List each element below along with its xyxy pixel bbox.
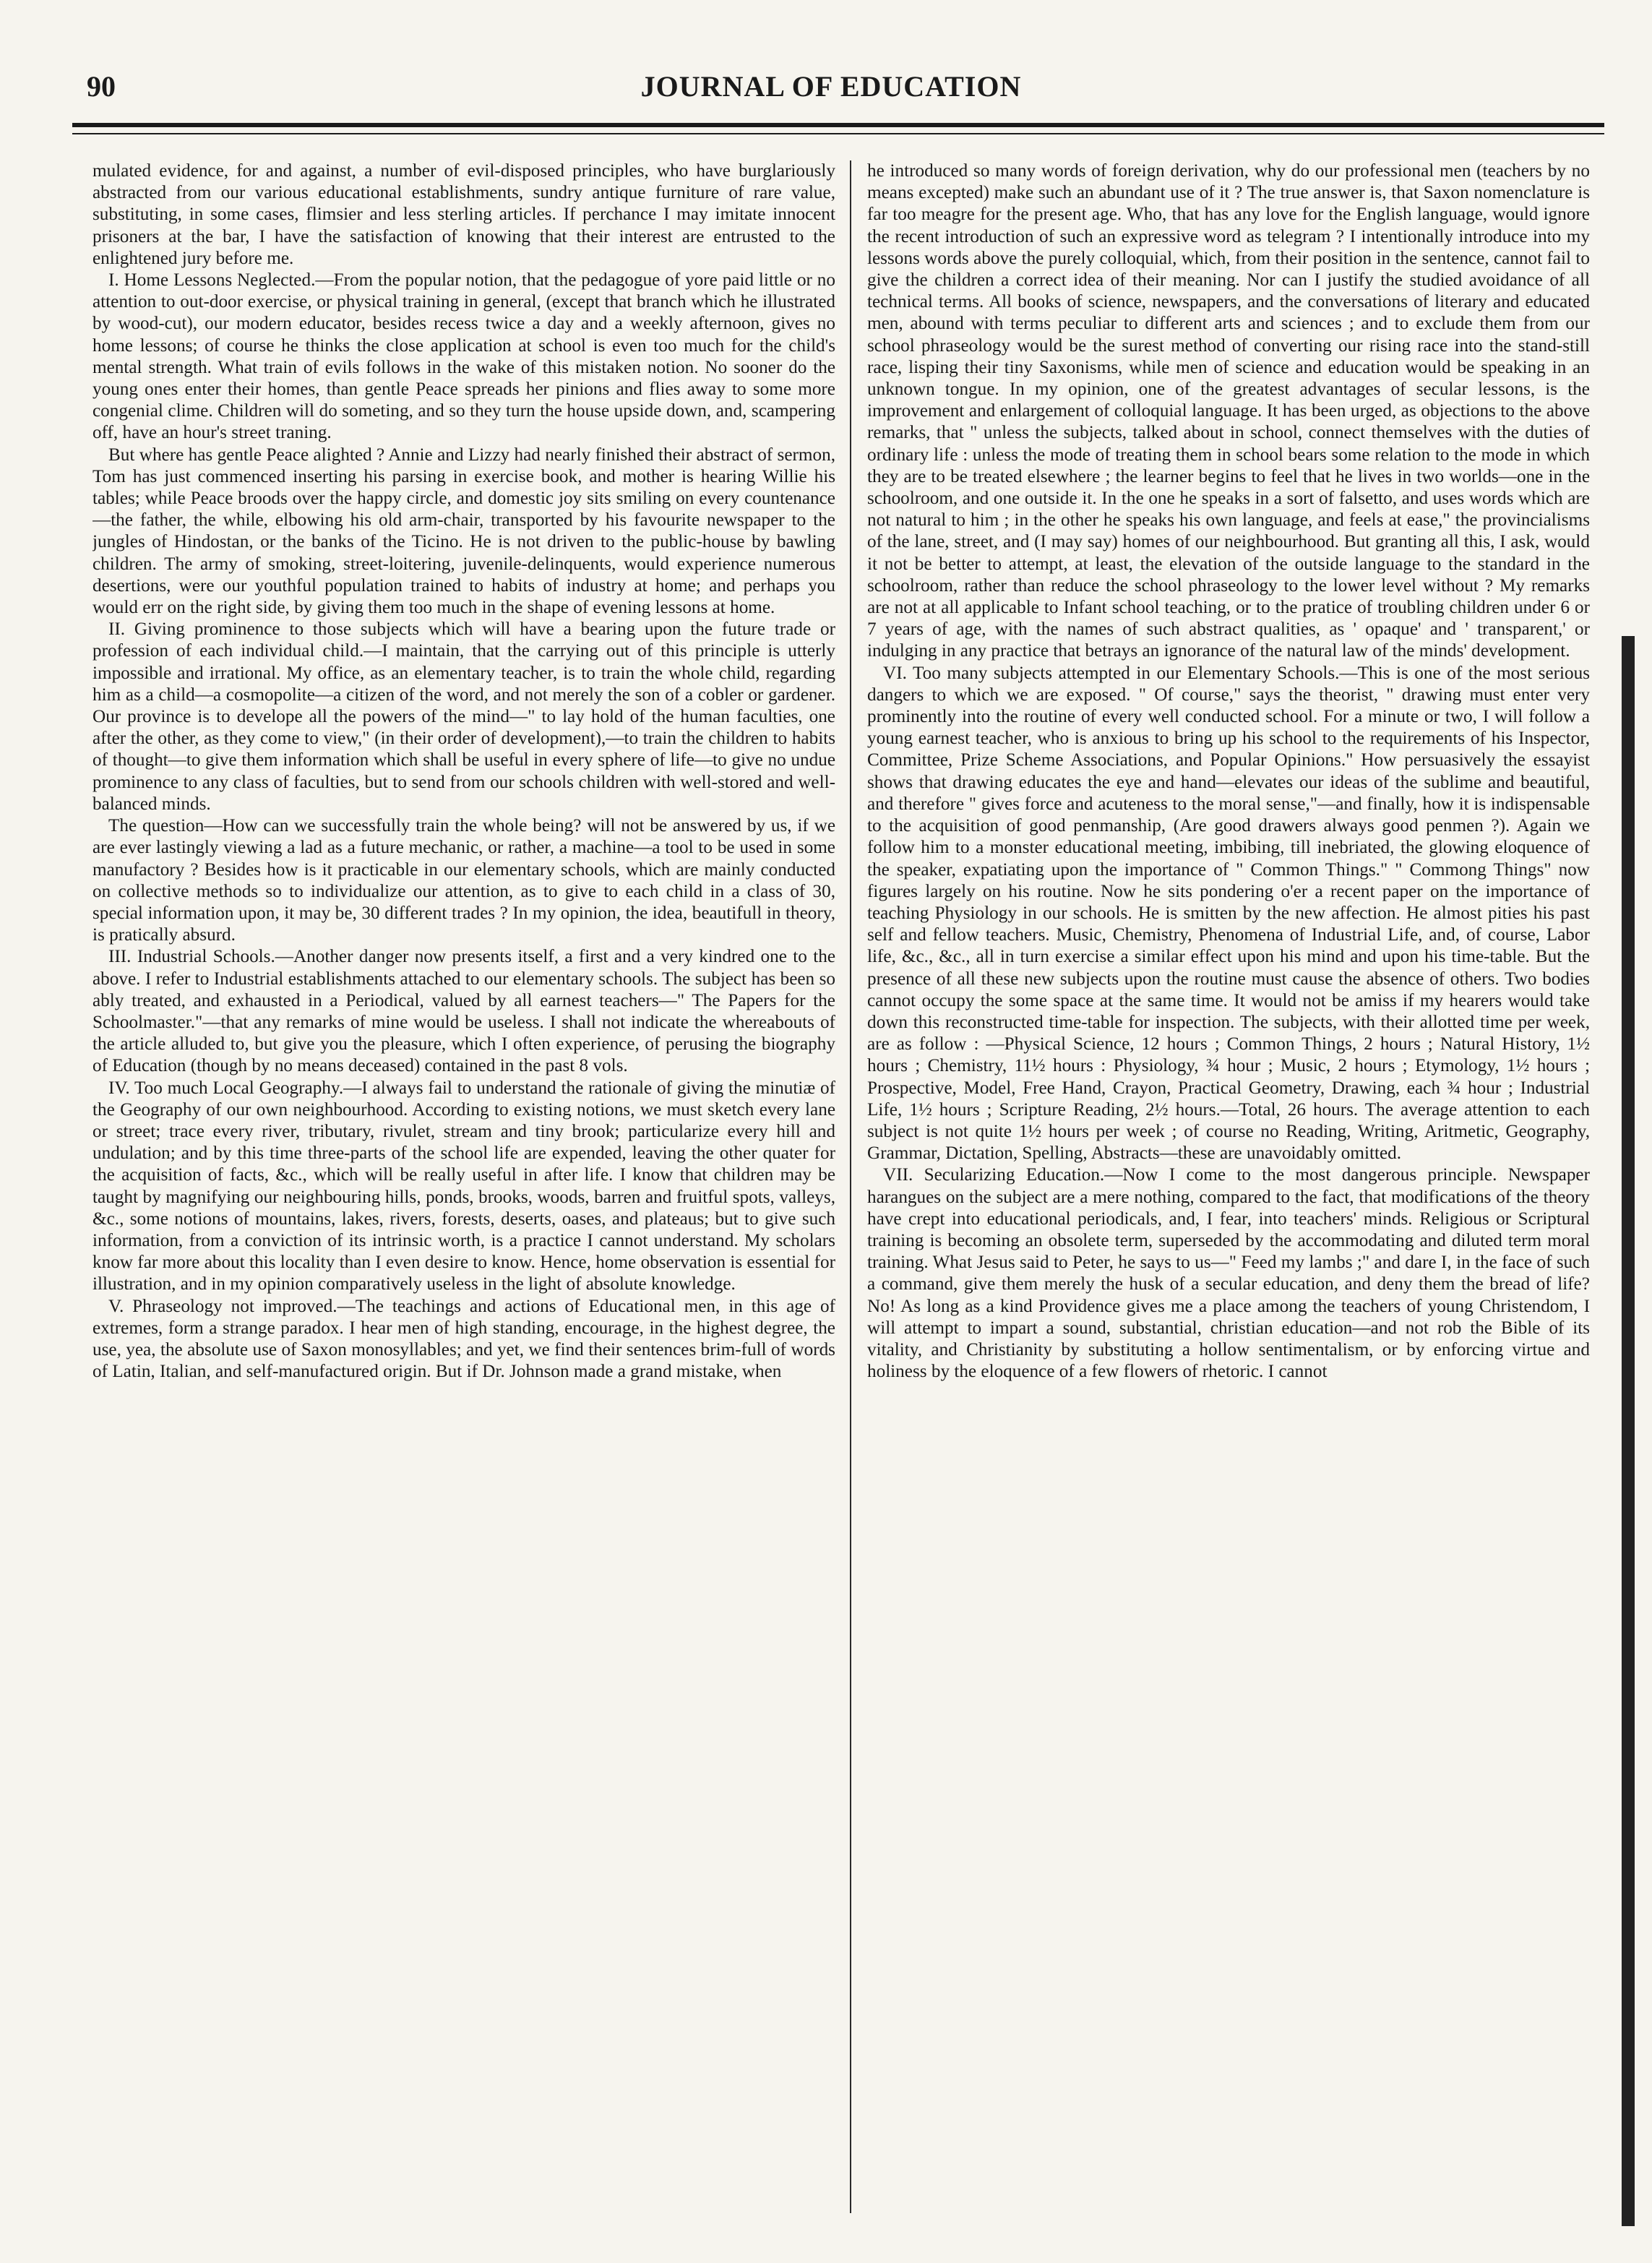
paragraph: VI. Too many subjects attempted in our Elementary Schools.—This is one of the most serious dangers to which we are exposed. " Of course," says the theorist, " drawing must enter very prominently into the routine of every well conducted school. For a minute or two, I will follow a young earnest teacher, who is anxious to bring up his school to the requirements of his Inspector, Committee, Prize Scheme Associations, and Popular Opinions." How persuasively the essayist shows that drawing educates the eye and hand—elevates our ideas of the sublime and beautiful, and therefore " gives force and acuteness to the moral sense,"—and finally, how it is indispensable to the acquisition of good penmanship, (Are good drawers always good penmen ?). Again we follow him to a monster educational meeting, imbibing, till inebriated, the glowing eloquence of the speaker, expatiating upon the importance of " Common Things." " Commong Things" now figures largely on his routine. Now he sits pondering o'er a recent paper on the importance of teaching Physiology in our schools. He is smitten by the new affection. He almost pities his past self and fellow teachers. Music, Chemistry, Phenomena of Industrial Life, and, of course, Labor life, &c., &c., all in turn exercise a similar effect upon his mind and upon his time-table. But the presence of all these new subjects upon the routine must cause the absence of others. Two bodies cannot occupy the some space at the same time. It would not be amiss if my hearers would take down this reconstructed time-table for inspection. The subjects, with their allotted time per week, are as follow : —Physical Science, 12 hours ; Common Things, 2 hours ; Natural History, 1½ hours ; Chemistry, 11½ hours : Physiology, ¾ hour ; Music, 2 hours ; Etymology, 1½ hours ; Prospective, Model, Free Hand, Crayon, Practical Geometry, Drawing, each ¾ hour ; Industrial Life, 1½ hours ; Scripture Reading, 2½ hours.—Total, 26 hours. The average attention to each subject is not quite 1½ hours per week ; of course no Reading, Writing, Aritmetic, Geography, Grammar, Dictation, Spelling, Abstracts—these are unavoidably omitted. bbox=[867, 663, 1590, 1164]
journal-title: JOURNAL OF EDUCATION bbox=[640, 70, 1022, 103]
page-number: 90 bbox=[87, 70, 116, 103]
paragraph: The question—How can we successfully train the whole being? will not be answered by us, if we are ever lastingly viewing a lad as a future mechanic, or rather, a machine—a tool to be used in some manufactory ? Besides how is it practicable in our elementary schools, which are mainly conducted on collective methods so to individualize our attention, as to give to each child in a class of 30, special information upon, it may be, 30 different trades ? In my opinion, the idea, beautifull in theory, is pratically absurd. bbox=[93, 816, 835, 945]
header-rule-thick bbox=[72, 123, 1604, 127]
paragraph: I. Home Lessons Neglected.—From the popular notion, that the pedagogue of yore paid little or no attention to out-door exercise, or physical training in general, (except that branch which he illustrated by wood-cut), our modern educator, besides recess twice a day and a weekly afternoon, gives no home lessons; of course he thinks the close application at school is even too much for the child's mental strength. What train of evils follows in the wake of this mistaken notion. No sooner do the young ones enter their homes, than gentle Peace spreads her pinions and flies away to some more congenial clime. Children will do someting, and so they turn the house upside down, and, scampering off, have an hour's street traning. bbox=[93, 270, 835, 443]
paragraph: V. Phraseology not improved.—The teachings and actions of Educational men, in this age of extremes, form a strange paradox. I hear men of high standing, encourage, in the highest degree, the use, yea, the absolute use of Saxon monosyllables; and yet, we find their sentences brim-full of words of Latin, Italian, and self-manufactured origin. But if Dr. Johnson made a grand mistake, when bbox=[93, 1296, 835, 1382]
right-column bbox=[867, 160, 1590, 2213]
column-divider bbox=[850, 160, 851, 2213]
paragraph: II. Giving prominence to those subjects which will have a bearing upon the future trade or profession of each individual child.—I maintain, that the carrying out of this principle is utterly impossible and irrational. My office, as an elementary teacher, is to train the whole child, regarding him as a child—a cosmopolite—a citizen of the word, and not merely the son of a cobler or gardener. Our province is to develope all the powers of the mind—" to lay hold of the human faculties, one after the other, as they come to view," (in their order of development),—to train the children to habits of thought—to give them information which shall be useful in every sphere of life—to give no undue prominence to any class of faculties, but to send from our schools children with well-stored and well-balanced minds. bbox=[93, 619, 835, 814]
paragraph: VII. Secularizing Education.—Now I come to the most dangerous principle. Newspaper harangues on the subject are a mere nothing, compared to the fact, that modifications of the theory have crept into educational periodicals, and, I fear, into teachers' minds. Religious or Scriptural training is becoming an obsolete term, superseded by the accommodating and diluted term moral training. What Jesus said to Peter, he says to us—" Feed my lambs ;" and dare I, in the face of such a command, give them merely the husk of a secular education, and deny them the bread of life? No! As long as a kind Providence gives me a place among the teachers of young Christendom, I will attempt to impart a sound, substantial, christian education—and not rob the Bible of its vitality, and Christianity by substituting a hollow sentimentalism, or by enforcing virtue and holiness by the eloquence of a few flowers of rhetoric. I cannot bbox=[867, 1165, 1590, 1382]
page-edge-shadow bbox=[1622, 636, 1635, 2226]
paragraph: III. Industrial Schools.—Another danger now presents itself, a first and a very kindred one to the above. I refer to Industrial establishments attached to our elementary schools. The subject has been so ably treated, and exhausted in a Periodical, valued by all earnest teachers—" The Papers for the Schoolmaster."—that any remarks of mine would be useless. I shall not indicate the whereabouts of the article alluded to, but give you the pleasure, which I often experience, of perusing the biography of Education (though by no means deceased) contained in the past 8 vols. bbox=[93, 947, 835, 1076]
paragraph: he introduced so many words of foreign derivation, why do our professional men (teachers by no means excepted) make such an abundant use of it ? The true answer is, that Saxon nomenclature is far too meagre for the present age. Who, that has any love for the English language, would ignore the recent introduction of such an expressive word as telegram ? I intentionally introduce into my lessons words above the purely colloquial, which, from their position in the sentence, cannot fail to give the children a correct idea of their meaning. Nor can I justify the studied avoidance of all technical terms. All books of science, newspapers, and the conversations of literary and educated men, abound with terms peculiar to different arts and sciences ; and to exclude them from our school phraseology would be the surest method of converting our rising race into the stand-still race, lisping their tiny Saxonisms, while men of science and education would be speaking in an unknown tongue. In my opinion, one of the greatest advantages of secular lessons, is the improvement and enlargement of colloquial language. It has been urged, as objections to the above remarks, that " unless the subjects, talked about in school, connect themselves with the duties of ordinary life : unless the mode of treating them in school bears some relation to the mode in which they are to be treated elsewhere ; the learner begins to feel that he lives in two worlds—one in the schoolroom, and one outside it. In the one he speaks in a sort of falsetto, and uses words which are not natural to him ; in the other he speaks his own language, and feels at ease," the provincialisms of the lane, street, and (I may say) homes of our neighbourhood. But granting all this, I ask, would it not be better to attempt, at least, the elevation of the outside language to the standard in the schoolroom, rather than reduce the school phraseology to the lower level without ? My remarks are not at all applicable to Infant school teaching, or to the pratice of troubling children under 6 or 7 years of age, with the names of such abstract qualities, as ' opaque' and ' transparent,' or indulging in any practice that betrays an ignorance of the natural law of the minds' development. bbox=[867, 161, 1590, 661]
left-column bbox=[93, 160, 835, 2213]
page-header bbox=[72, 69, 1590, 113]
paragraph: But where has gentle Peace alighted ? Annie and Lizzy had nearly finished their abstract of sermon, Tom has just commenced inserting his parsing in exercise book, and mother is hearing Willie his tables; while Peace broods over the happy circle, and domestic joy sits smiling on every countenance—the father, the while, elbowing his old arm-chair, transported by his favourite newspaper to the jungles of Hindostan, or the banks of the Ticino. He is not driven to the public-house by bawling children. The army of smoking, street-loitering, juvenile-delinquents, would experience numerous desertions, were our youthful population trained to habits of industry at home; and perhaps you would err on the right side, by giving them too much in the shape of evening lessons at home. bbox=[93, 445, 835, 618]
header-rule-thin bbox=[72, 133, 1604, 134]
paragraph: IV. Too much Local Geography.—I always fail to understand the rationale of giving the minutiæ of the Geography of our own neighbourhood. According to existing notions, we must sketch every lane or street; trace every river, tributary, rivulet, stream and tiny brook; particularize every hill and undulation; and by this time three-parts of the school life are expended, leaving the other quater for the acquisition of facts, &c., which will be really useful in after life. I know that children may be taught by magnifying our neighbouring hills, ponds, brooks, woods, barren and fruitful spots, valleys, &c., some notions of mountains, lakes, rivers, forests, deserts, oases, and plateaus; but to give such information, from a conviction of its intrinsic worth, is a practice I cannot understand. My scholars know far more about this locality than I even desire to know. Hence, home observation is essential for illustration, and in my opinion comparatively useless in the light of absolute knowledge. bbox=[93, 1078, 835, 1294]
paragraph: mulated evidence, for and against, a number of evil-disposed principles, who have burglariously abstracted from our various educational establishments, sundry antique furniture of rare value, substituting, in some cases, flimsier and less sterling articles. If perchance I may imitate innocent prisoners at the bar, I have the satisfaction of knowing that their interest are entrusted to the enlightened jury before me. bbox=[93, 161, 835, 268]
